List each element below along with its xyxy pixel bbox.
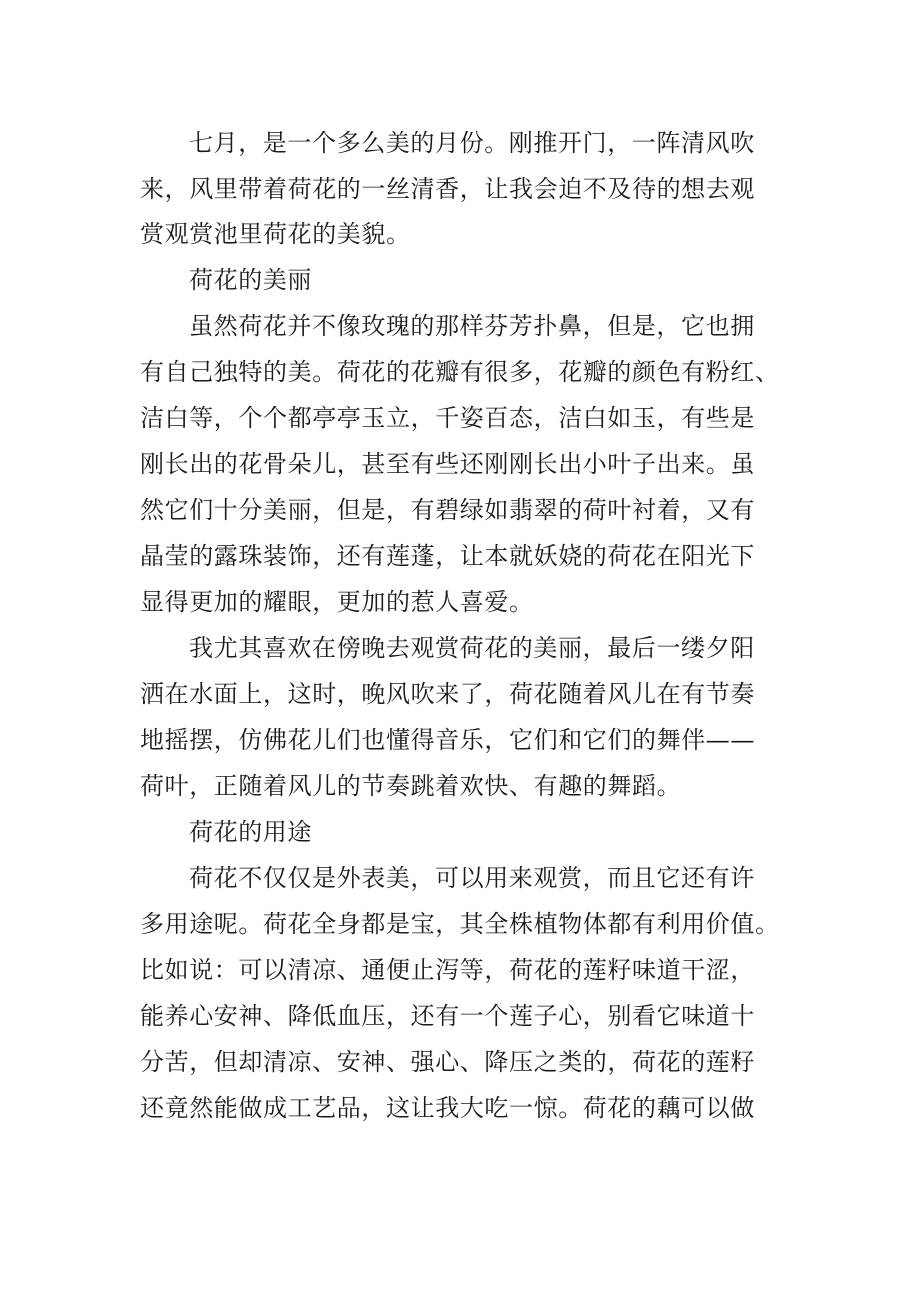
section-heading: 荷花的美丽 [189,266,312,294]
paragraph-line: 显得更加的耀眼，更加的惹人喜爱。 [140,588,534,616]
paragraph-line: 晶莹的露珠装饰，还有莲蓬，让本就妖娆的荷花在阳光下 [140,542,755,570]
paragraph-line: 七月，是一个多么美的月份。刚推开门，一阵清风吹 [189,129,755,157]
paragraph-line: 然它们十分美丽，但是，有碧绿如翡翠的荷叶衬着，又有 [140,496,755,524]
paragraph-line: 有自己独特的美。荷花的花瓣有很多，花瓣的颜色有粉红、 [140,358,780,386]
paragraph-line: 多用途呢。荷花全身都是宝，其全株植物体都有利用价值。 [140,910,780,938]
paragraph-line: 能养心安神、降低血压，还有一个莲子心，别看它味道十 [140,1002,755,1030]
paragraph-line: 虽然荷花并不像玫瑰的那样芬芳扑鼻，但是，它也拥 [189,312,755,340]
paragraph-line: 洁白等，个个都亭亭玉立，千姿百态，洁白如玉，有些是 [140,404,755,432]
paragraph-line: 我尤其喜欢在傍晚去观赏荷花的美丽，最后一缕夕阳 [189,634,755,662]
paragraph-line: 荷叶，正随着风儿的节奏跳着欢快、有趣的舞蹈。 [140,772,682,800]
paragraph-line: 来，风里带着荷花的一丝清香，让我会迫不及待的想去观 [140,175,755,203]
paragraph-line: 分苦，但却清凉、安神、强心、降压之类的，荷花的莲籽 [140,1048,755,1076]
paragraph-line: 还竟然能做成工艺品，这让我大吃一惊。荷花的藕可以做 [140,1094,755,1122]
section-heading: 荷花的用途 [189,818,312,846]
paragraph-line: 荷花不仅仅是外表美，可以用来观赏，而且它还有许 [189,864,755,892]
paragraph-line: 洒在水面上，这时，晚风吹来了，荷花随着风儿在有节奏 [140,680,755,708]
paragraph-line: 刚长出的花骨朵儿，甚至有些还刚刚长出小叶子出来。虽 [140,450,755,478]
paragraph-line: 比如说：可以清凉、通便止泻等，荷花的莲籽味道干涩， [140,956,755,984]
paragraph-line: 赏观赏池里荷花的美貌。 [140,220,411,248]
paragraph-line: 地摇摆，仿佛花儿们也懂得音乐，它们和它们的舞伴—— [140,726,755,754]
